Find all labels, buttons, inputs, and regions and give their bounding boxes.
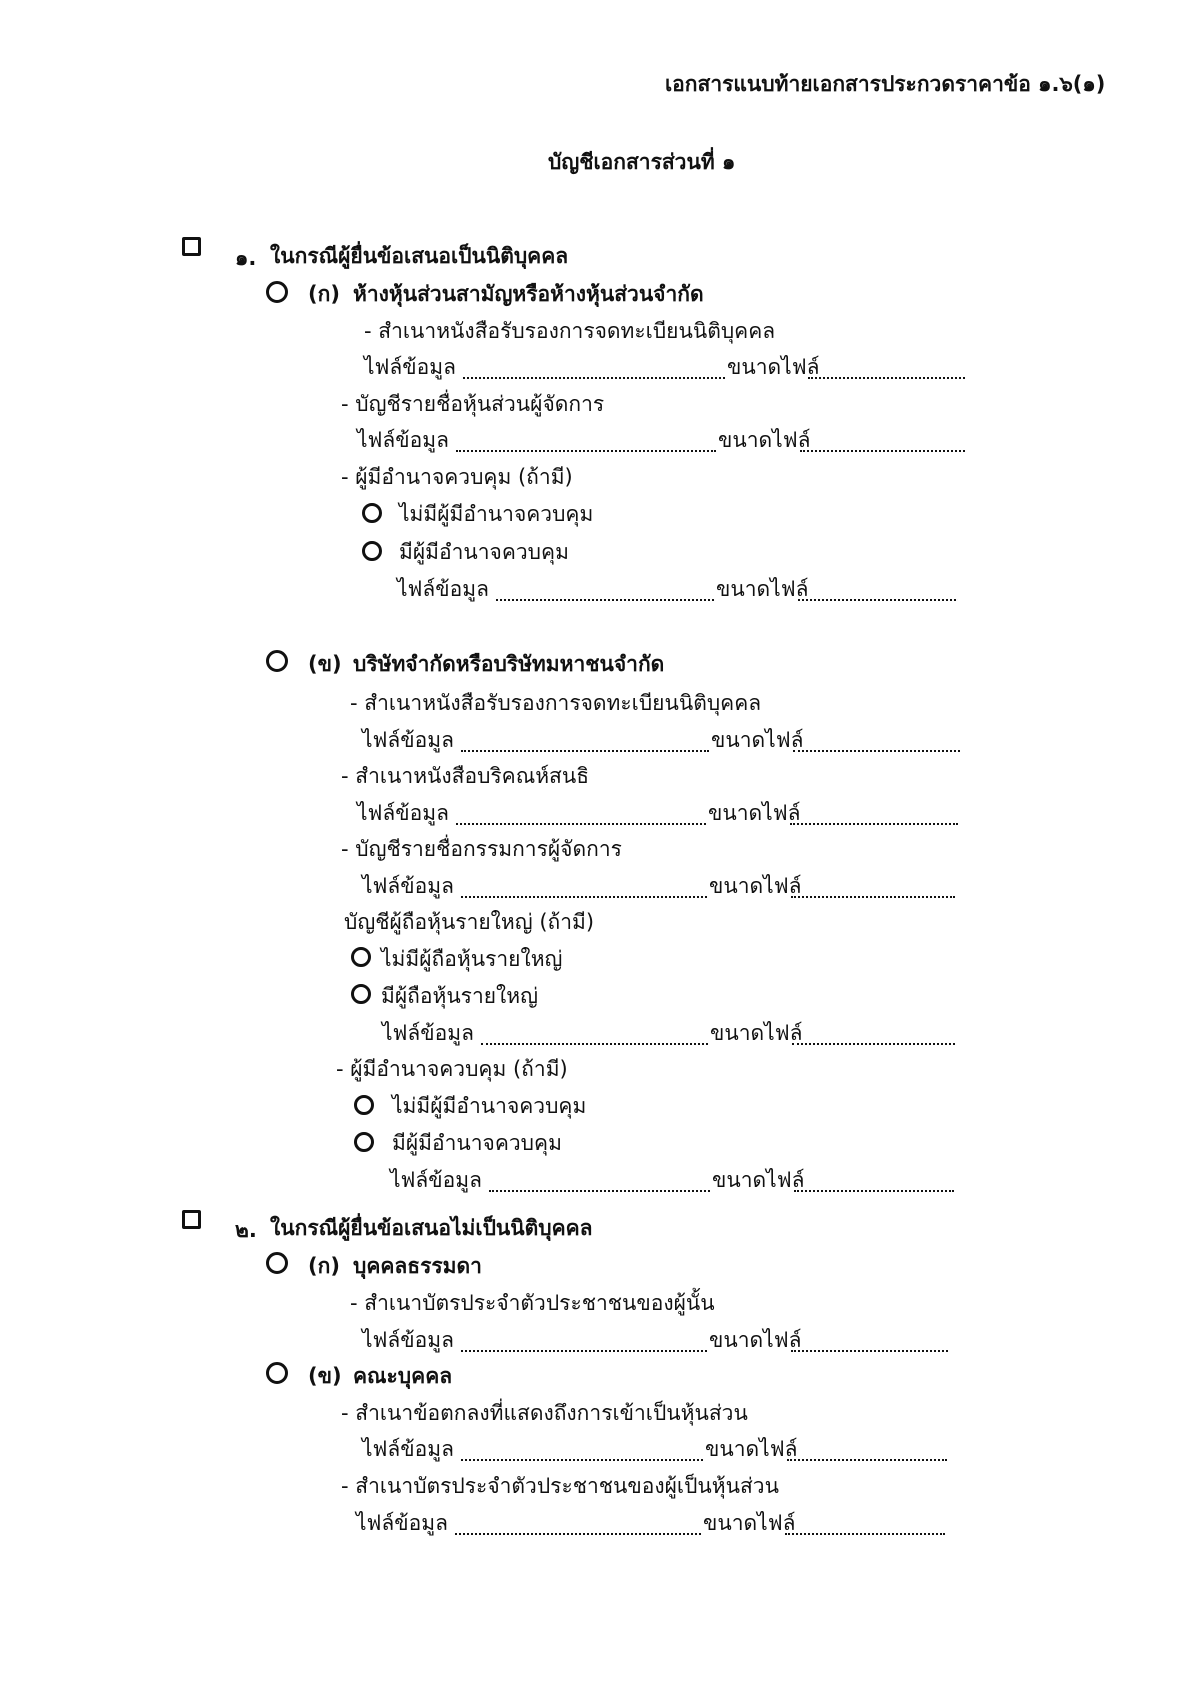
file-label: ไฟล์ข้อมูล	[356, 1511, 448, 1535]
section-2a-label: (ก)	[308, 1254, 340, 1278]
size-field[interactable]	[791, 1348, 948, 1352]
section-2-title: ในกรณีผู้ยื่นข้อเสนอไม่เป็นนิติบุคคล	[270, 1216, 593, 1240]
file-label: ไฟล์ข้อมูล	[364, 355, 456, 379]
option-1b-major-radio[interactable]	[351, 984, 371, 1004]
option-1b-control-label: มีผู้มีอำนาจควบคุม	[392, 1131, 562, 1155]
section-1a-label: (ก)	[308, 282, 340, 306]
section-1a-radio[interactable]	[266, 281, 288, 303]
section-2-checkbox[interactable]	[182, 1210, 201, 1229]
option-1b-no-major-radio[interactable]	[351, 947, 371, 967]
file-label: ไฟล์ข้อมูล	[382, 1021, 474, 1045]
size-label: ขนาดไฟล์	[727, 355, 820, 379]
section-2b-label: (ข)	[308, 1364, 342, 1388]
section-1-checkbox[interactable]	[182, 237, 201, 256]
file-field[interactable]	[461, 748, 709, 752]
size-label: ขนาดไฟล์	[703, 1511, 796, 1535]
item-1b-4: บัญชีผู้ถือหุ้นรายใหญ่ (ถ้ามี)	[344, 910, 595, 934]
file-field[interactable]	[481, 1041, 708, 1045]
size-field[interactable]	[785, 1531, 945, 1535]
size-label: ขนาดไฟล์	[711, 728, 804, 752]
section-1b-label: (ข)	[308, 652, 342, 676]
item-2a-1: - สำเนาบัตรประจำตัวประชาชนของผู้นั้น	[350, 1291, 715, 1315]
section-2b-title: คณะบุคคล	[353, 1364, 453, 1388]
section-1b-radio[interactable]	[266, 650, 288, 672]
size-field[interactable]	[792, 1041, 955, 1045]
file-label: ไฟล์ข้อมูล	[390, 1168, 482, 1192]
size-label: ขนาดไฟล์	[710, 1021, 803, 1045]
file-field[interactable]	[461, 1348, 707, 1352]
file-label: ไฟล์ข้อมูล	[362, 1328, 454, 1352]
section-2a-title: บุคคลธรรมดา	[353, 1254, 482, 1278]
size-field[interactable]	[800, 448, 965, 452]
option-1a-none-label: ไม่มีผู้มีอำนาจควบคุม	[399, 502, 594, 526]
file-field[interactable]	[461, 894, 707, 898]
file-field[interactable]	[456, 821, 706, 825]
section-1-title: ในกรณีผู้ยื่นข้อเสนอเป็นนิติบุคคล	[270, 244, 569, 268]
file-field[interactable]	[456, 448, 716, 452]
file-label: ไฟล์ข้อมูล	[397, 577, 489, 601]
file-field[interactable]	[463, 375, 725, 379]
item-2b-2: - สำเนาบัตรประจำตัวประชาชนของผู้เป็นหุ้นส่วน	[341, 1474, 779, 1498]
size-label: ขนาดไฟล์	[716, 577, 809, 601]
size-label: ขนาดไฟล์	[709, 874, 802, 898]
size-label: ขนาดไฟล์	[712, 1168, 805, 1192]
size-field[interactable]	[793, 748, 960, 752]
section-1a-title: ห้างหุ้นส่วนสามัญหรือห้างหุ้นส่วนจำกัด	[353, 282, 704, 306]
option-1b-no-control-radio[interactable]	[354, 1095, 374, 1115]
file-field[interactable]	[489, 1188, 710, 1192]
file-label: ไฟล์ข้อมูล	[362, 1437, 454, 1461]
option-1b-no-major-label: ไม่มีผู้ถือหุ้นรายใหญ่	[381, 947, 563, 971]
item-1a-2: - บัญชีรายชื่อหุ้นส่วนผู้จัดการ	[341, 392, 605, 416]
file-field[interactable]	[496, 597, 714, 601]
file-field[interactable]	[461, 1457, 703, 1461]
option-1b-major-label: มีผู้ถือหุ้นรายใหญ่	[381, 984, 539, 1008]
item-1a-3: - ผู้มีอำนาจควบคุม (ถ้ามี)	[341, 465, 573, 489]
file-label: ไฟล์ข้อมูล	[362, 728, 454, 752]
option-1a-has-label: มีผู้มีอำนาจควบคุม	[399, 540, 569, 564]
size-label: ขนาดไฟล์	[705, 1437, 798, 1461]
section-1-number: ๑.	[235, 246, 257, 270]
file-label: ไฟล์ข้อมูล	[357, 428, 449, 452]
section-2a-radio[interactable]	[266, 1252, 288, 1274]
file-label: ไฟล์ข้อมูล	[357, 801, 449, 825]
size-label: ขนาดไฟล์	[718, 428, 811, 452]
file-field[interactable]	[455, 1531, 701, 1535]
size-field[interactable]	[790, 821, 958, 825]
option-1b-control-radio[interactable]	[354, 1132, 374, 1152]
item-1b-3: - บัญชีรายชื่อกรรมการผู้จัดการ	[341, 837, 622, 861]
option-1a-none-radio[interactable]	[362, 503, 382, 523]
item-2b-1: - สำเนาข้อตกลงที่แสดงถึงการเข้าเป็นหุ้นส่วน	[341, 1401, 748, 1425]
option-1b-no-control-label: ไม่มีผู้มีอำนาจควบคุม	[392, 1094, 587, 1118]
size-field[interactable]	[791, 894, 955, 898]
section-2-number: ๒.	[235, 1218, 257, 1242]
section-2b-radio[interactable]	[266, 1362, 288, 1384]
file-label: ไฟล์ข้อมูล	[362, 874, 454, 898]
size-field[interactable]	[798, 597, 956, 601]
document-reference: เอกสารแนบท้ายเอกสารประกวดราคาข้อ ๑.๖(๑)	[665, 72, 1106, 96]
item-1b-2: - สำเนาหนังสือบริคณห์สนธิ	[341, 764, 590, 788]
page-title: บัญชีเอกสารส่วนที่ ๑	[548, 150, 736, 174]
section-1b-title: บริษัทจำกัดหรือบริษัทมหาชนจำกัด	[353, 652, 665, 676]
size-field[interactable]	[808, 375, 965, 379]
size-field[interactable]	[794, 1188, 954, 1192]
size-label: ขนาดไฟล์	[709, 1328, 802, 1352]
size-label: ขนาดไฟล์	[708, 801, 801, 825]
item-1b-5: - ผู้มีอำนาจควบคุม (ถ้ามี)	[336, 1057, 568, 1081]
option-1a-has-radio[interactable]	[362, 541, 382, 561]
item-1a-1: - สำเนาหนังสือรับรองการจดทะเบียนนิติบุคคล	[364, 319, 776, 343]
item-1b-1: - สำเนาหนังสือรับรองการจดทะเบียนนิติบุคคล	[350, 691, 762, 715]
size-field[interactable]	[787, 1457, 947, 1461]
